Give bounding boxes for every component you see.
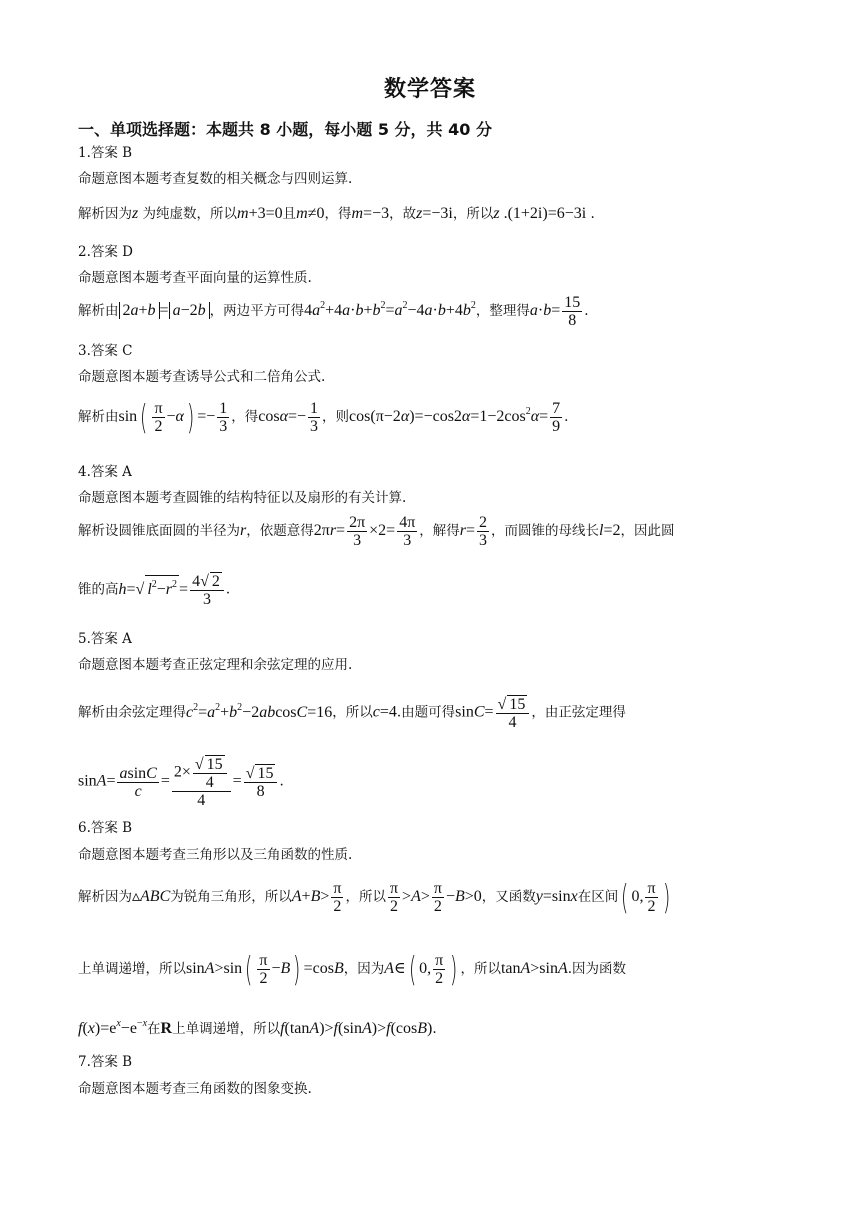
q3-answer: 3.答案 C bbox=[78, 343, 133, 359]
q6-analysis-1: 解析因为▵ABC为锐角三角形，所以A+B> $\frac{\pi}{2}$ ，所以 $\frac{\pi}{2}$ >A> $\frac{\pi}{2}$ −B>0，又函数y=sinx在区间( 0, $\frac{\pi}{2}$ ) bbox=[78, 877, 670, 918]
q3-intent: 命题意图本题考查诱导公式和二倍角公式. bbox=[78, 369, 326, 385]
q3-analysis: 解析由sin( $\frac{\pi}{2}$ −α) =− $\frac{1}{3}$ ，得cosα=− $\frac{1}{3}$ ，则$\cos(\pi-2\alpha)=-\cos 2\alpha=1-2\cos^2\alpha=$ $\frac{7}{9}$ . bbox=[78, 397, 569, 438]
q7-answer: 7.答案 B bbox=[78, 1054, 133, 1070]
q1-answer: 1.答案 B bbox=[78, 145, 133, 161]
q2-answer: 2.答案 D bbox=[78, 244, 133, 260]
q5-intent: 命题意图本题考查正弦定理和余弦定理的应用. bbox=[78, 657, 353, 673]
q4-answer: 4.答案 A bbox=[78, 464, 132, 480]
q4-intent: 命题意图本题考查圆锥的结构特征以及扇形的有关计算. bbox=[78, 490, 407, 506]
q6-analysis-3: $f(x)=e^x-e^{-x}$在R上单调递增，所以f(tanA)>f(sinA)>f(cosB). bbox=[78, 1018, 437, 1037]
q5-analysis-2: sinA= $\frac{asinC}{c}$ = 2× $\frac{√ 15}{4}$ 4 = $\frac{√ 15}{8}$ . bbox=[78, 756, 284, 809]
q6-intent: 命题意图本题考查三角形以及三角函数的性质. bbox=[78, 847, 353, 863]
q1-analysis: 解析因为z 为纯虚数，所以m+3=0且m≠0，得m=−3，故z=−3i，所以z .(1+2i)=6−3i . bbox=[78, 205, 595, 222]
q2-intent: 命题意图本题考查平面向量的运算性质. bbox=[78, 270, 312, 286]
q5-analysis-1: 解析由余弦定理得$c^2=a^2+b^2-2abcosC=16$，所以c=4.由题可得sinC= $\frac{√ 15}{4}$ ，由正弦定理得 bbox=[78, 696, 626, 731]
q7-intent: 命题意图本题考查三角函数的图象变换. bbox=[78, 1081, 312, 1097]
q4-analysis-1: 解析设圆锥底面圆的半径为r，依题意得2πr= $\frac{2\pi}{3}$ ×2= $\frac{4\pi}{3}$ ，解得r= $\frac{2}{3}$ ，而圆锥的母线长l=2，因此圆 bbox=[78, 514, 675, 549]
section-heading: 一、单项选择题：本题共 8 小题，每小题 5 分，共 40 分 bbox=[78, 120, 492, 139]
q4-analysis-2: 锥的高h=√ $l^2-r^2$ = $\frac{4√ 2}{3}$ . bbox=[78, 573, 231, 608]
q1-intent: 命题意图本题考查复数的相关概念与四则运算. bbox=[78, 171, 353, 187]
page-title: 数学答案 bbox=[383, 77, 476, 102]
q2-analysis: 解析由 2a+b = a−2b ，两边平方可得$4a^2+4a\cdot b+b^2=a^2-4a\cdot b+4b^2$，整理得a·b= $\frac{15}{8}$ . bbox=[78, 294, 589, 329]
q6-analysis-2: 上单调递增，所以sinA>sin( $\frac{\pi}{2}$ −B) =cosB，因为A∈( 0, $\frac{\pi}{2}$ ) ，所以tanA>sinA.因为函数 bbox=[78, 949, 627, 990]
q5-answer: 5.答案 A bbox=[78, 631, 132, 647]
q6-answer: 6.答案 B bbox=[78, 820, 133, 836]
